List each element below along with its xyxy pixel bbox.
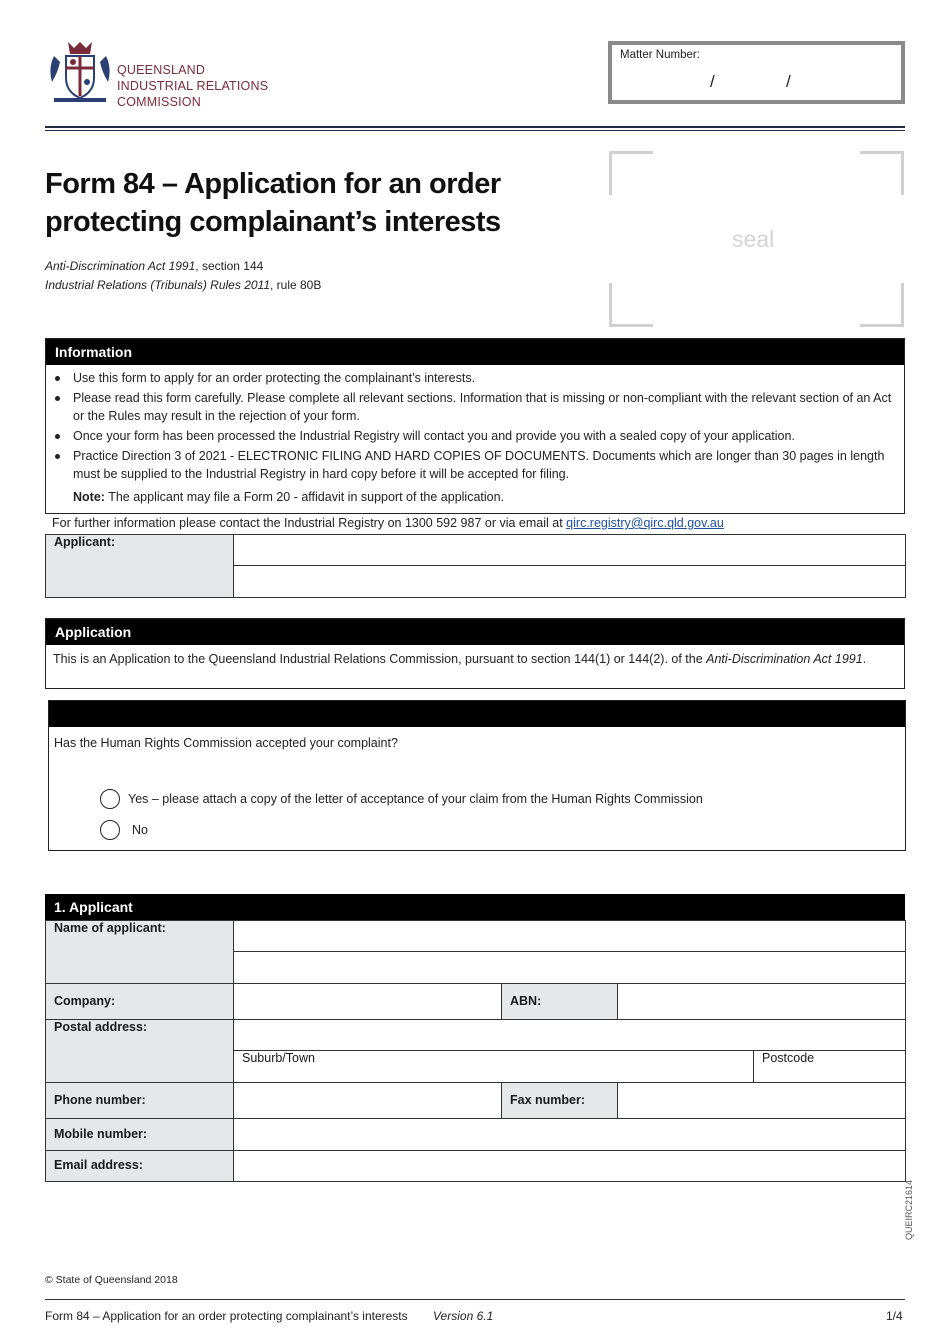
hrc-question: Has the Human Rights Commission accepted your complaint? (54, 736, 398, 750)
information-note: Note: The applicant may file a Form 20 - affidavit in support of the application. (73, 490, 505, 504)
header-rule (45, 130, 905, 131)
list-item: Use this form to apply for an order protecting the complainant’s interests. (46, 369, 904, 387)
hrc-section-bar (49, 701, 905, 727)
copyright: © State of Queensland 2018 (45, 1274, 178, 1286)
mobile-number-label: Mobile number: (46, 1119, 234, 1151)
postal-address-field[interactable] (234, 1020, 906, 1051)
seal-placeholder: seal (732, 226, 775, 252)
mobile-number-field[interactable] (234, 1119, 906, 1151)
further-information: For further information please contact the Industrial Registry on 1300 592 987 or via email at qirc.registry@qirc.qld.gov.au (52, 516, 724, 530)
form-20-reference: Form 20 - affidavit (243, 490, 345, 504)
suburb-town-field[interactable] (234, 1051, 754, 1083)
organisation-name: QUEENSLAND INDUSTRIAL RELATIONS COMMISSION (117, 63, 269, 109)
date-separator: / (786, 72, 791, 91)
applicant-details-table (45, 920, 906, 1182)
form-code: QUEIRC21614 (904, 1179, 914, 1240)
footer-version: Version 6.1 (433, 1309, 494, 1323)
email-address-field[interactable] (234, 1151, 906, 1182)
header-rule (45, 126, 905, 128)
application-statement: This is an Application to the Queensland Industrial Relations Commission, pursuant to section 144(1) or 144(2). of the Anti-Discrimination Act 1991. (53, 652, 867, 666)
application-heading: Application (46, 619, 904, 645)
applicant-field-line-2[interactable] (234, 566, 906, 598)
company-label: Company: (46, 984, 234, 1020)
information-list (46, 369, 904, 485)
fax-number-label: Fax number: (502, 1083, 618, 1119)
radio-option-yes[interactable] (100, 789, 703, 809)
company-field[interactable] (234, 984, 502, 1020)
matter-number-box[interactable] (608, 41, 905, 104)
hrc-acceptance-section (48, 700, 906, 851)
footer-rule (45, 1299, 905, 1300)
phone-number-label: Phone number: (46, 1083, 234, 1119)
radio-label-yes: Yes – please attach a copy of the letter of acceptance of your claim from the Human Rights Commission (128, 792, 703, 806)
name-of-applicant-label: Name of applicant: (46, 921, 234, 984)
application-section (45, 618, 905, 689)
list-item: Once your form has been processed the Industrial Registry will contact you and provide you with a sealed copy of your application. (46, 427, 904, 445)
applicant-name-field-2[interactable] (234, 952, 906, 984)
queensland-coat-of-arms-logo (44, 38, 116, 106)
applicant-name-field-1[interactable] (234, 921, 906, 952)
postcode-field[interactable] (754, 1051, 906, 1083)
phone-number-field[interactable] (234, 1083, 502, 1119)
abn-label: ABN: (502, 984, 618, 1020)
abn-field[interactable] (618, 984, 906, 1020)
information-heading: Information (46, 339, 904, 365)
information-section (45, 338, 905, 514)
list-item: Please read this form carefully. Please complete all relevant sections. Information that is missing or non-compliant with the relevant section of an Act or the Rules may result in the rejection of your form. (46, 389, 904, 425)
radio-option-no[interactable] (100, 820, 148, 840)
fax-number-field[interactable] (618, 1083, 906, 1119)
applicant-label: Applicant: (46, 535, 234, 598)
rules-reference: Industrial Relations (Tribunals) Rules 2011, rule 80B (45, 278, 322, 292)
date-separator: / (710, 72, 715, 91)
matter-number-label: Matter Number: (620, 49, 700, 61)
email-address-label: Email address: (46, 1151, 234, 1182)
list-item: Practice Direction 3 of 2021 - ELECTRONIC FILING AND HARD COPIES OF DOCUMENTS. Documents which are longer than 30 pages in length must be supplied to the Industrial Registry in hard copy before it will be accepted for filing. (46, 447, 904, 483)
page-number: 1/4 (886, 1309, 903, 1323)
radio-button[interactable] (100, 789, 120, 809)
postal-address-label: Postal address: (46, 1020, 234, 1083)
applicant-field-line-1[interactable] (234, 535, 906, 566)
section-1-heading: 1. Applicant (45, 894, 905, 920)
radio-label-no: No (132, 823, 148, 837)
act-reference: Anti-Discrimination Act 1991, section 144 (45, 259, 264, 273)
registry-email-link[interactable]: qirc.registry@qirc.qld.gov.au (566, 516, 724, 530)
suburb-town-label: Suburb/Town (242, 1051, 315, 1065)
applicant-top-table (45, 534, 906, 598)
page-title: Form 84 – Application for an order protecting complainant’s interests (45, 168, 501, 238)
footer-title: Form 84 – Application for an order protecting complainant’s interests (45, 1309, 408, 1323)
postcode-label: Postcode (762, 1051, 815, 1065)
radio-button[interactable] (100, 820, 120, 840)
